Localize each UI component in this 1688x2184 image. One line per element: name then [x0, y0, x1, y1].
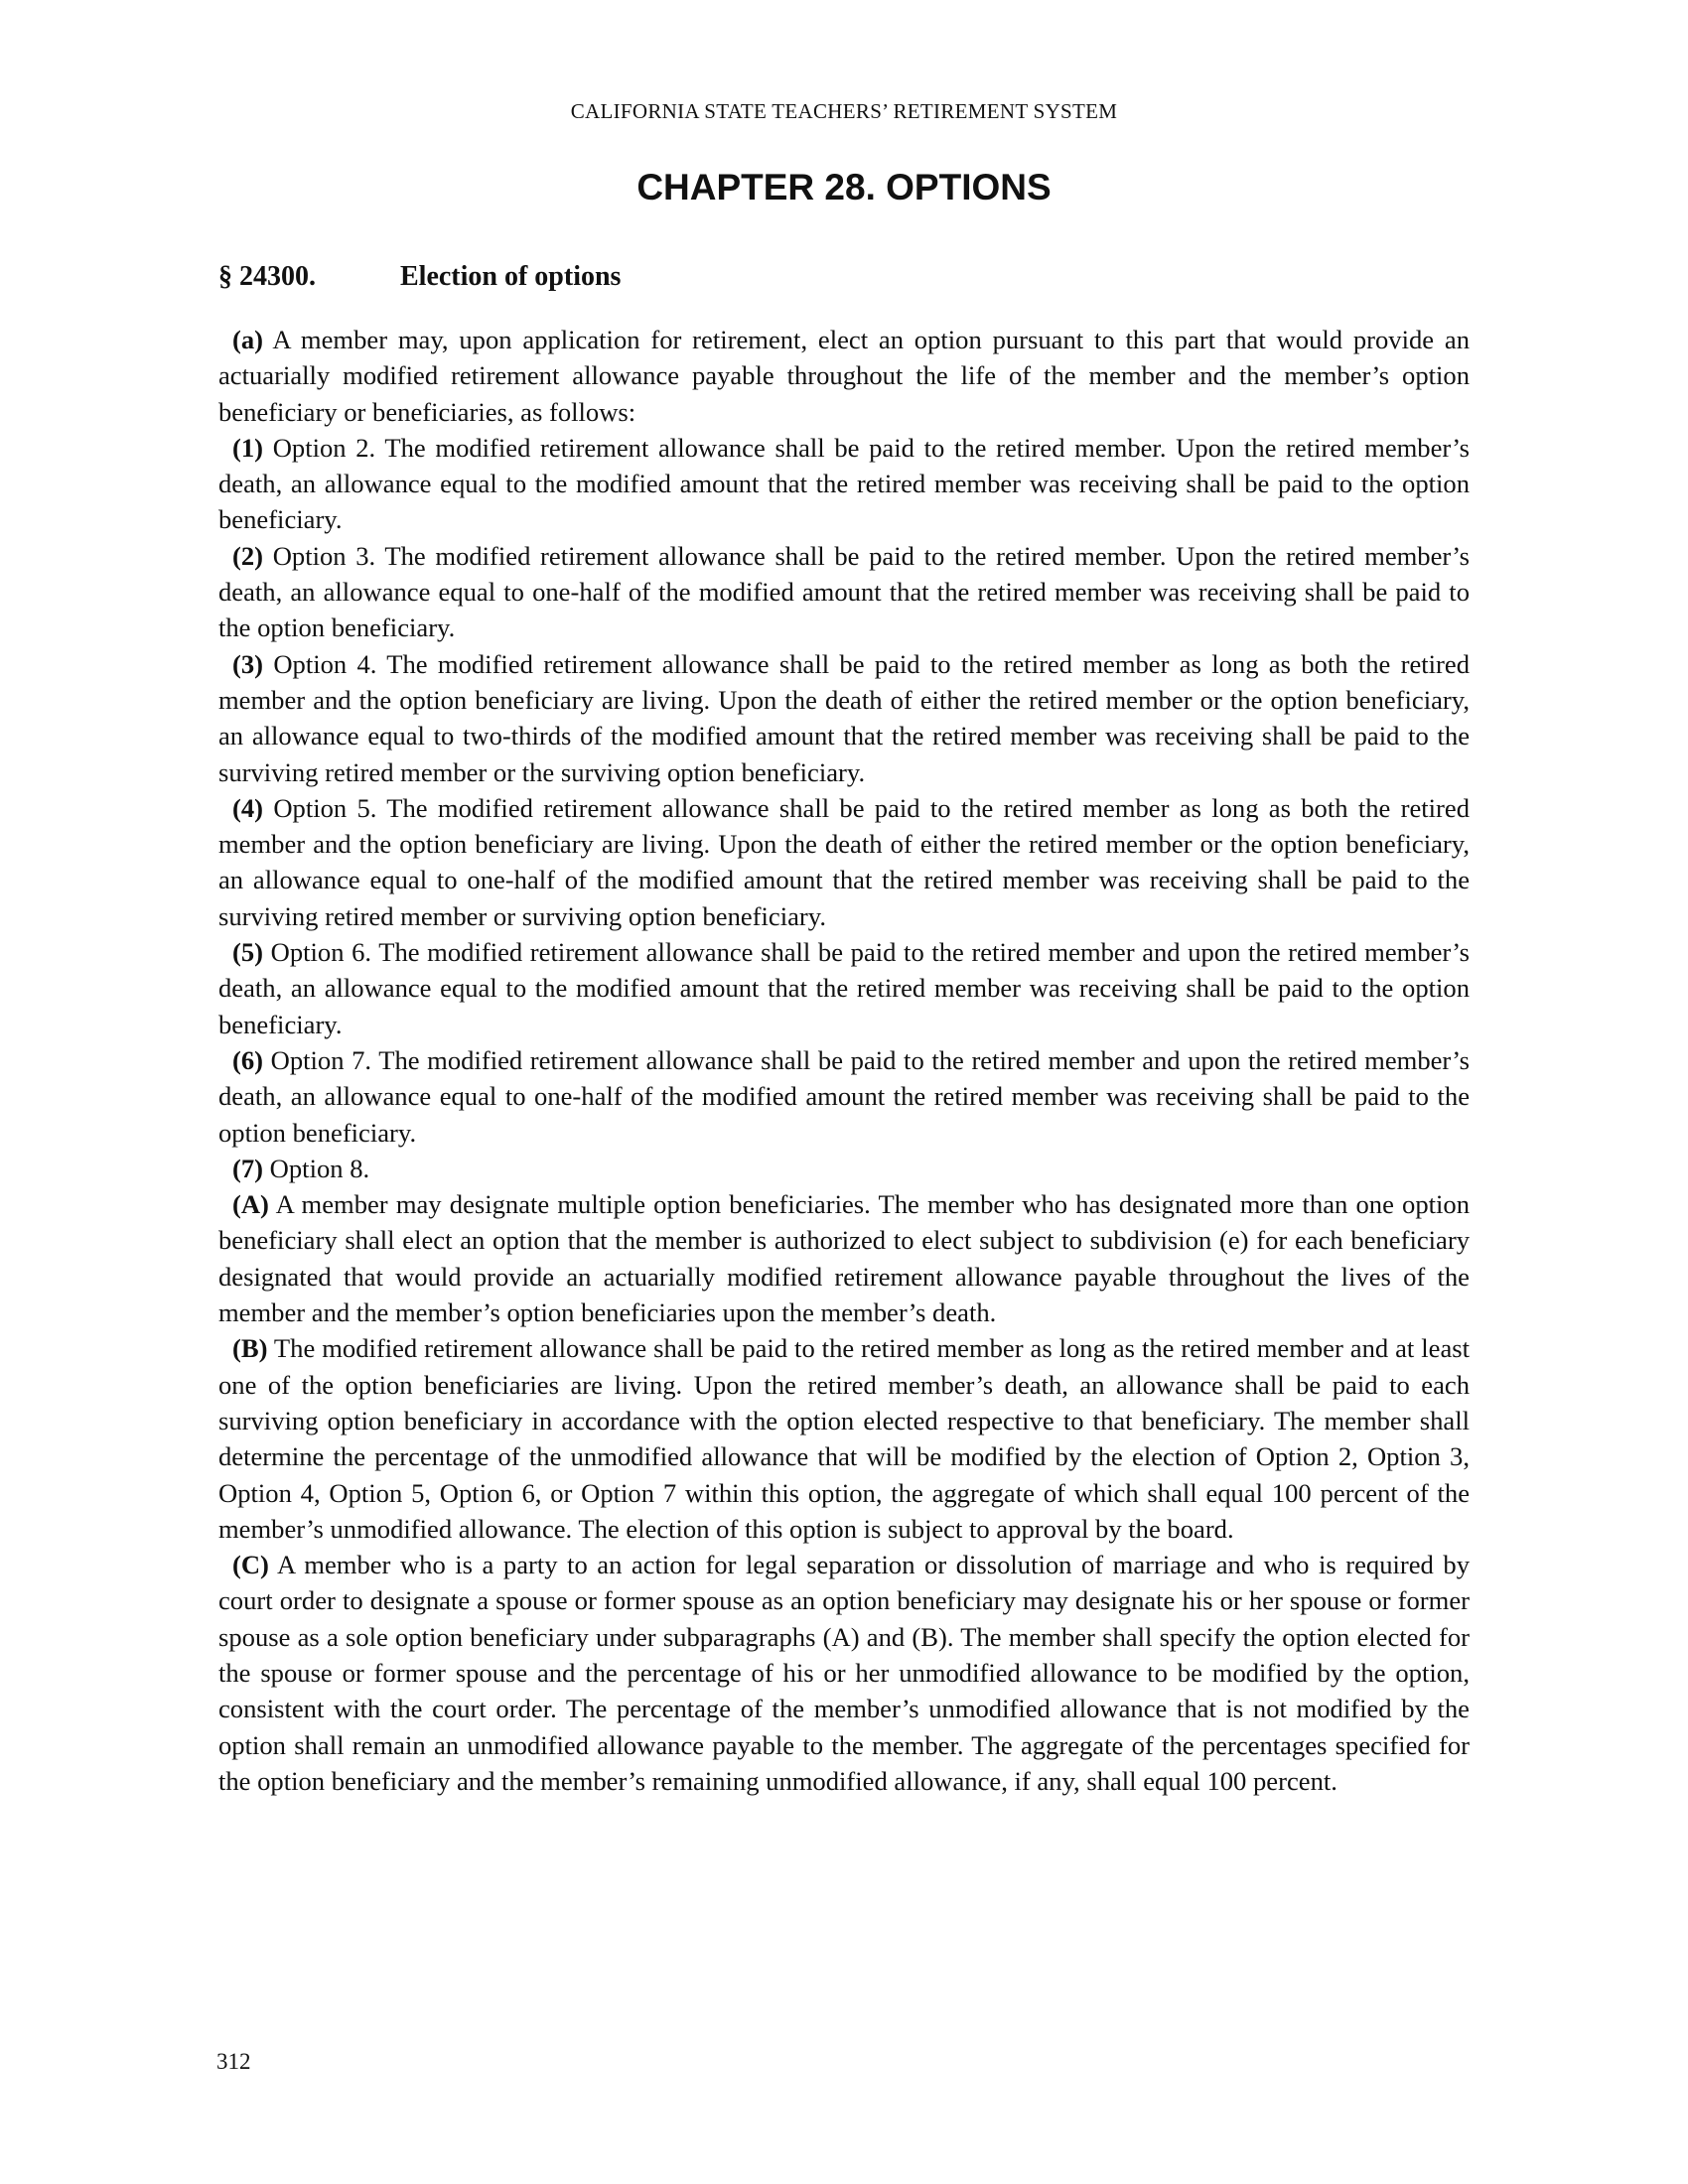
paragraph-marker: (B) — [232, 1333, 268, 1364]
paragraph-text: The modified retirement allowance shall be paid to the retired member as long as the retired member and at least one of the option beneficiaries are living. Upon the retired member’s death, an allowance shall be paid to each surviving option beneficiary in accordance with the option elected respective to that beneficiary. The member shall determine the percentage of the unmodified allowance that will be modified by the election of Option 2, Option 3, Option 4, Option 5, Option 6, or Option 7 within this option, the aggregate of which shall equal 100 percent of the member’s unmodified allowance. The election of this option is subject to approval by the board. — [218, 1333, 1470, 1544]
subparagraph-B — [218, 1330, 1470, 1547]
paragraph-6 — [218, 1042, 1470, 1151]
section-title: Election of options — [400, 261, 622, 292]
paragraph-1 — [218, 430, 1470, 538]
page-number: 312 — [216, 2049, 251, 2074]
paragraph-7 — [218, 1151, 1470, 1186]
paragraph-text: A member who is a party to an action for legal separation or dissolution of marriage and who is required by court order to designate a spouse or former spouse as an option beneficiary may designate his or her spouse or former spouse as a sole option beneficiary under subparagraphs (A) and (B). The member shall specify the option elected for the spouse or former spouse and the percentage of his or her unmodified allowance to be modified by the option, consistent with the court order. The percentage of the member’s unmodified allowance that is not modified by the option shall remain an unmodified allowance payable to the member. The aggregate of the percentages specified for the option beneficiary and the member’s remaining unmodified allowance, if any, shall equal 100 percent. — [218, 1550, 1470, 1796]
paragraph-text: Option 3. The modified retirement allowance shall be paid to the retired member. Upon the retired member’s death, an allowance equal to one-half of the modified amount that the retired member was receiving shall be paid to the option beneficiary. — [218, 540, 1470, 643]
paragraph-text: Option 5. The modified retirement allowance shall be paid to the retired member as long as both the retired member and the option beneficiary are living. Upon the death of either the retired member or the option beneficiary, an allowance equal to one-half of the modified amount that the retired member was receiving shall be paid to the surviving retired member or surviving option beneficiary. — [218, 792, 1470, 931]
paragraph-4 — [218, 790, 1470, 934]
paragraph-marker: (a) — [232, 325, 264, 354]
paragraph-marker: (3) — [232, 648, 264, 679]
paragraph-2 — [218, 538, 1470, 646]
subparagraph-A — [218, 1186, 1470, 1330]
running-head: CALIFORNIA STATE TEACHERS’ RETIREMENT SYSTEM — [570, 99, 1118, 123]
paragraph-a — [218, 322, 1470, 430]
paragraph-marker: (4) — [232, 792, 264, 823]
paragraph-text: A member may, upon application for retirement, elect an option pursuant to this part that would provide an actuarially modified retirement allowance payable throughout the life of the member and the member’s option beneficiary or beneficiaries, as follows: — [218, 325, 1471, 427]
subparagraph-C — [218, 1547, 1470, 1799]
paragraph-text: Option 8. — [269, 1153, 370, 1183]
section-heading — [218, 261, 621, 293]
paragraph-text: Option 6. The modified retirement allowance shall be paid to the retired member and upon the retired member’s death, an allowance equal to the modified amount that the retired member was receiving shall be paid to the option beneficiary. — [218, 937, 1470, 1039]
paragraph-marker: (2) — [232, 540, 264, 571]
paragraph-marker: (7) — [232, 1153, 264, 1183]
paragraph-3 — [218, 646, 1470, 790]
chapter-title: CHAPTER 28. OPTIONS — [636, 167, 1052, 207]
paragraph-marker: (C) — [232, 1550, 269, 1580]
paragraph-marker: (1) — [232, 432, 264, 463]
paragraph-marker: (6) — [232, 1044, 264, 1075]
paragraph-text: Option 7. The modified retirement allowance shall be paid to the retired member and upon the retired member’s death, an allowance equal to one-half of the modified amount the retired member was receiving shall be paid to the option beneficiary. — [218, 1044, 1470, 1148]
paragraph-marker: (5) — [232, 937, 264, 968]
paragraph-marker: (A) — [232, 1189, 269, 1220]
statute-body — [218, 322, 1470, 1799]
section-number: § 24300. — [218, 261, 316, 292]
paragraph-text: Option 2. The modified retirement allowance shall be paid to the retired member. Upon the retired member’s death, an allowance equal to the modified amount that the retired member was receiving shall be paid to the option beneficiary. — [218, 432, 1470, 535]
paragraph-text: A member may designate multiple option beneficiaries. The member who has designated more than one option beneficiary shall elect an option that the member is authorized to elect subject to subdivision (e) for each beneficiary designated that would provide an actuarially modified retirement allowance payable throughout the lives of the member and the member’s option beneficiaries upon the member’s death. — [218, 1189, 1471, 1328]
paragraph-text: Option 4. The modified retirement allowance shall be paid to the retired member as long as both the retired member and the option beneficiary are living. Upon the death of either the retired member or the option beneficiary, an allowance equal to two-thirds of the modified amount that the retired member was receiving shall be paid to the surviving retired member or the surviving option beneficiary. — [218, 648, 1470, 787]
paragraph-5 — [218, 934, 1470, 1042]
